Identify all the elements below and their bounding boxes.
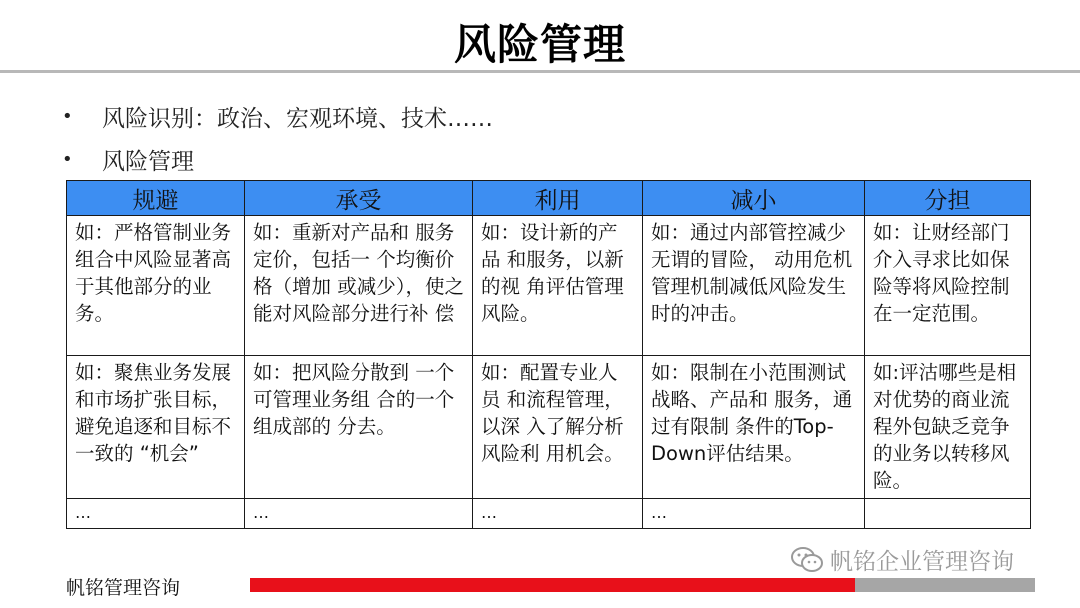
table-cell: … <box>473 499 643 529</box>
bullet-item <box>62 100 493 133</box>
table-cell: … <box>643 499 865 529</box>
bullet-text: 风险管理 <box>102 149 194 175</box>
table-cell: 如：配置专业人员 和流程管理，以深 入了解分析风险利 用机会。 <box>473 356 643 499</box>
table-cell: 如:评沽哪些是相对优势的商业流程外包缺乏竞争的业务以转移风险。 <box>865 356 1031 499</box>
table-cell: 如：让财经部门介入寻求比如保险等将风险控制在一定范围。 <box>865 216 1031 356</box>
footer-bar-red <box>250 578 855 592</box>
header-use: 利用 <box>473 181 643 216</box>
table-cell: 如：重新对产品和 服务定价，包括一 个均衡价格（增加 或减少），使之能对风险部分进行补 偿 <box>245 216 473 356</box>
table-cell: … <box>245 499 473 529</box>
bullet-text: 风险识别：政治、宏观环境、技术…… <box>102 106 493 132</box>
watermark <box>790 543 1014 576</box>
table-header-row <box>67 181 1031 216</box>
table-cell: 如：聚焦业务发展和市场扩张目标， 避免追逐和目标不一致的 “机会” <box>67 356 245 499</box>
table-row <box>67 499 1031 529</box>
table-cell <box>865 499 1031 529</box>
slide-title: 风险管理 <box>453 20 626 69</box>
title-divider <box>0 70 1080 73</box>
table-cell: 如：设计新的产品 和服务，以新的视 角评估管理风险。 <box>473 216 643 356</box>
table-cell: 如：严格管制业务组合中风险显著高 于其他部分的业务。 <box>67 216 245 356</box>
risk-management-table <box>66 180 1031 529</box>
table-row <box>67 356 1031 499</box>
footer-bar-gray <box>855 578 1035 592</box>
table-cell: 如：把风险分散到 一个可管理业务组 合的一个组成部的 分去。 <box>245 356 473 499</box>
footer-company-name: 帆铭管理咨询 <box>66 577 181 599</box>
table-row <box>67 216 1031 356</box>
header-avoid: 规避 <box>67 181 245 216</box>
bullet-dot-icon: • <box>62 106 73 127</box>
wechat-icon <box>790 546 824 574</box>
table-cell: … <box>67 499 245 529</box>
header-accept: 承受 <box>245 181 473 216</box>
bullet-item <box>62 143 194 176</box>
bullet-dot-icon: • <box>62 149 73 170</box>
table-cell: 如：限制在小范围测试战略、产品和 服务，通过有限制 条件的Top-Down评估结果。 <box>643 356 865 499</box>
table-cell: 如：通过内部管控减少无谓的冒险， 动用危机管理机制减低风险发生时的冲击。 <box>643 216 865 356</box>
header-share: 分担 <box>865 181 1031 216</box>
watermark-text: 帆铭企业管理咨询 <box>830 549 1014 575</box>
header-reduce: 减小 <box>643 181 865 216</box>
